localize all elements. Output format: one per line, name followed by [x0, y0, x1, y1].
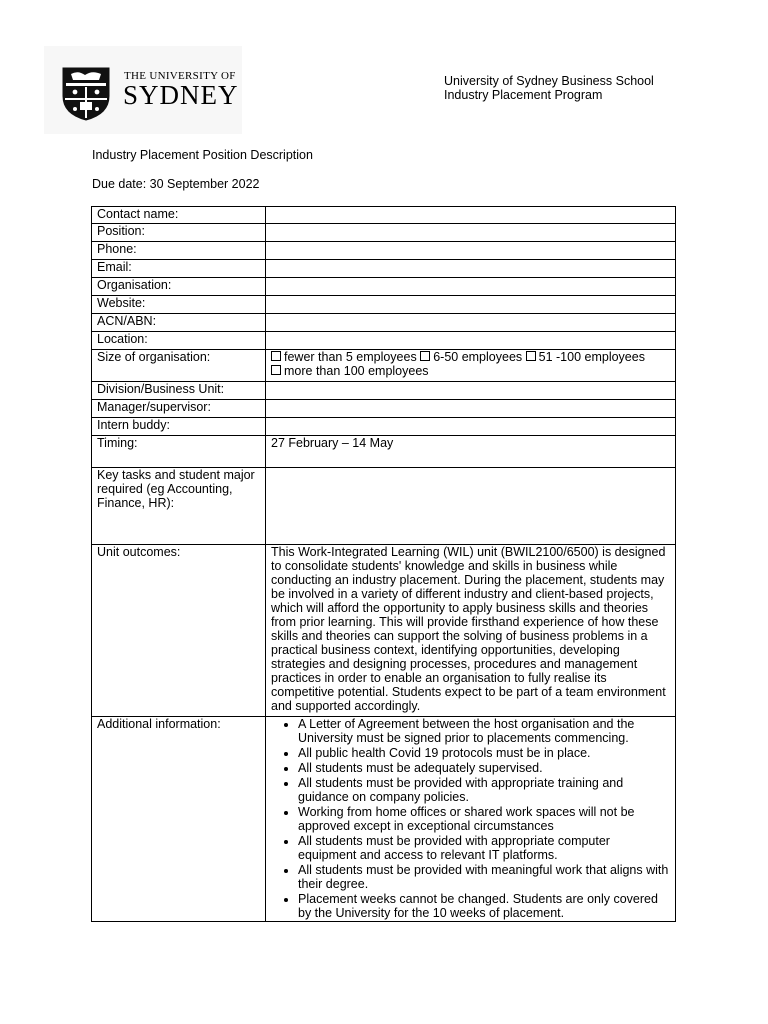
timing-label: Timing: — [92, 436, 266, 468]
organisation-field[interactable] — [266, 278, 676, 296]
row-additional-information — [92, 717, 676, 922]
school-heading — [444, 74, 654, 102]
due-date: Due date: 30 September 2022 — [92, 177, 260, 191]
list-item: • All students must be provided with appropriate training and guidance on company policies. — [298, 776, 670, 804]
location-label: Location: — [92, 332, 266, 350]
unit-outcomes-label: Unit outcomes: — [92, 545, 266, 717]
row-size-of-organisation — [92, 350, 676, 382]
division-label: Division/Business Unit: — [92, 382, 266, 400]
organisation-label: Organisation: — [92, 278, 266, 296]
position-form-table — [91, 206, 676, 922]
list-item: • A Letter of Agreement between the host organisation and the University must be signed prior to placements commencing. — [298, 717, 670, 745]
size-options — [266, 350, 676, 382]
additional-info-list — [271, 717, 670, 920]
intern-buddy-field[interactable] — [266, 418, 676, 436]
position-field[interactable] — [266, 224, 676, 242]
intern-buddy-label: Intern buddy: — [92, 418, 266, 436]
row-intern-buddy — [92, 418, 676, 436]
program-name: Industry Placement Program — [444, 88, 603, 102]
size-label: Size of organisation: — [92, 350, 266, 382]
acn-abn-field[interactable] — [266, 314, 676, 332]
row-unit-outcomes — [92, 545, 676, 717]
checkbox-icon — [271, 351, 281, 361]
website-field[interactable] — [266, 296, 676, 314]
row-position — [92, 224, 676, 242]
document-title: Industry Placement Position Description — [92, 148, 313, 162]
university-logo — [44, 46, 242, 134]
list-item: • All public health Covid 19 protocols must be in place. — [298, 746, 670, 760]
row-website — [92, 296, 676, 314]
checkbox-icon — [271, 365, 281, 375]
division-field[interactable] — [266, 382, 676, 400]
checkbox-icon — [420, 351, 430, 361]
manager-field[interactable] — [266, 400, 676, 418]
location-field[interactable] — [266, 332, 676, 350]
contact-name-label: Contact name: — [92, 207, 266, 224]
list-item: • All students must be provided with appropriate computer equipment and access to relevant IT platforms. — [298, 834, 670, 862]
position-label: Position: — [92, 224, 266, 242]
university-name-line2: SYDNEY — [123, 80, 239, 110]
key-tasks-field[interactable] — [266, 468, 676, 545]
size-option-2[interactable]: 6-50 employees — [420, 350, 522, 364]
row-contact-name — [92, 207, 676, 224]
additional-info-label: Additional information: — [92, 717, 266, 922]
school-name: University of Sydney Business School — [444, 74, 654, 88]
list-item: • Placement weeks cannot be changed. Students are only covered by the University for the 10 weeks of placement. — [298, 892, 670, 920]
row-email — [92, 260, 676, 278]
row-timing — [92, 436, 676, 468]
size-option-1[interactable]: fewer than 5 employees — [271, 350, 417, 364]
size-option-3[interactable]: 51 -100 employees — [526, 350, 645, 364]
list-item: • All students must be adequately supervised. — [298, 761, 670, 775]
row-phone — [92, 242, 676, 260]
website-label: Website: — [92, 296, 266, 314]
row-key-tasks — [92, 468, 676, 545]
checkbox-icon — [526, 351, 536, 361]
row-location — [92, 332, 676, 350]
list-item: • Working from home offices or shared work spaces will not be approved except in exceptional circumstances — [298, 805, 670, 833]
timing-value: 27 February – 14 May — [266, 436, 676, 468]
size-option-4[interactable]: more than 100 employees — [271, 364, 429, 378]
email-field[interactable] — [266, 260, 676, 278]
phone-label: Phone: — [92, 242, 266, 260]
email-label: Email: — [92, 260, 266, 278]
key-tasks-label: Key tasks and student major required (eg Accounting, Finance, HR): — [92, 468, 266, 545]
row-manager — [92, 400, 676, 418]
university-crest-icon — [61, 66, 111, 122]
row-acn-abn — [92, 314, 676, 332]
contact-name-field[interactable] — [266, 207, 676, 224]
manager-label: Manager/supervisor: — [92, 400, 266, 418]
list-item: • All students must be provided with meaningful work that aligns with their degree. — [298, 863, 670, 891]
row-division — [92, 382, 676, 400]
additional-info-cell — [266, 717, 676, 922]
row-organisation — [92, 278, 676, 296]
acn-abn-label: ACN/ABN: — [92, 314, 266, 332]
university-name-line1: THE UNIVERSITY OF — [124, 70, 236, 82]
unit-outcomes-text: This Work-Integrated Learning (WIL) unit (BWIL2100/6500) is designed to consolidate students' knowledge and skills in business while conducting an industry placement. During the placement, students may be involved in a variety of different industry and client-based projects, which will afford the opportunity to apply business skills and theories from prior learning. This will provide firsthand experience of how these skills and theories can support the solving of business problems in a practical business context, identifying opportunities, developing strategies and designing processes, procedures and management practices in order to enable an organisation to fully realise its competitive potential. Students expect to be part of a team environment and supported accordingly. — [266, 545, 676, 717]
phone-field[interactable] — [266, 242, 676, 260]
